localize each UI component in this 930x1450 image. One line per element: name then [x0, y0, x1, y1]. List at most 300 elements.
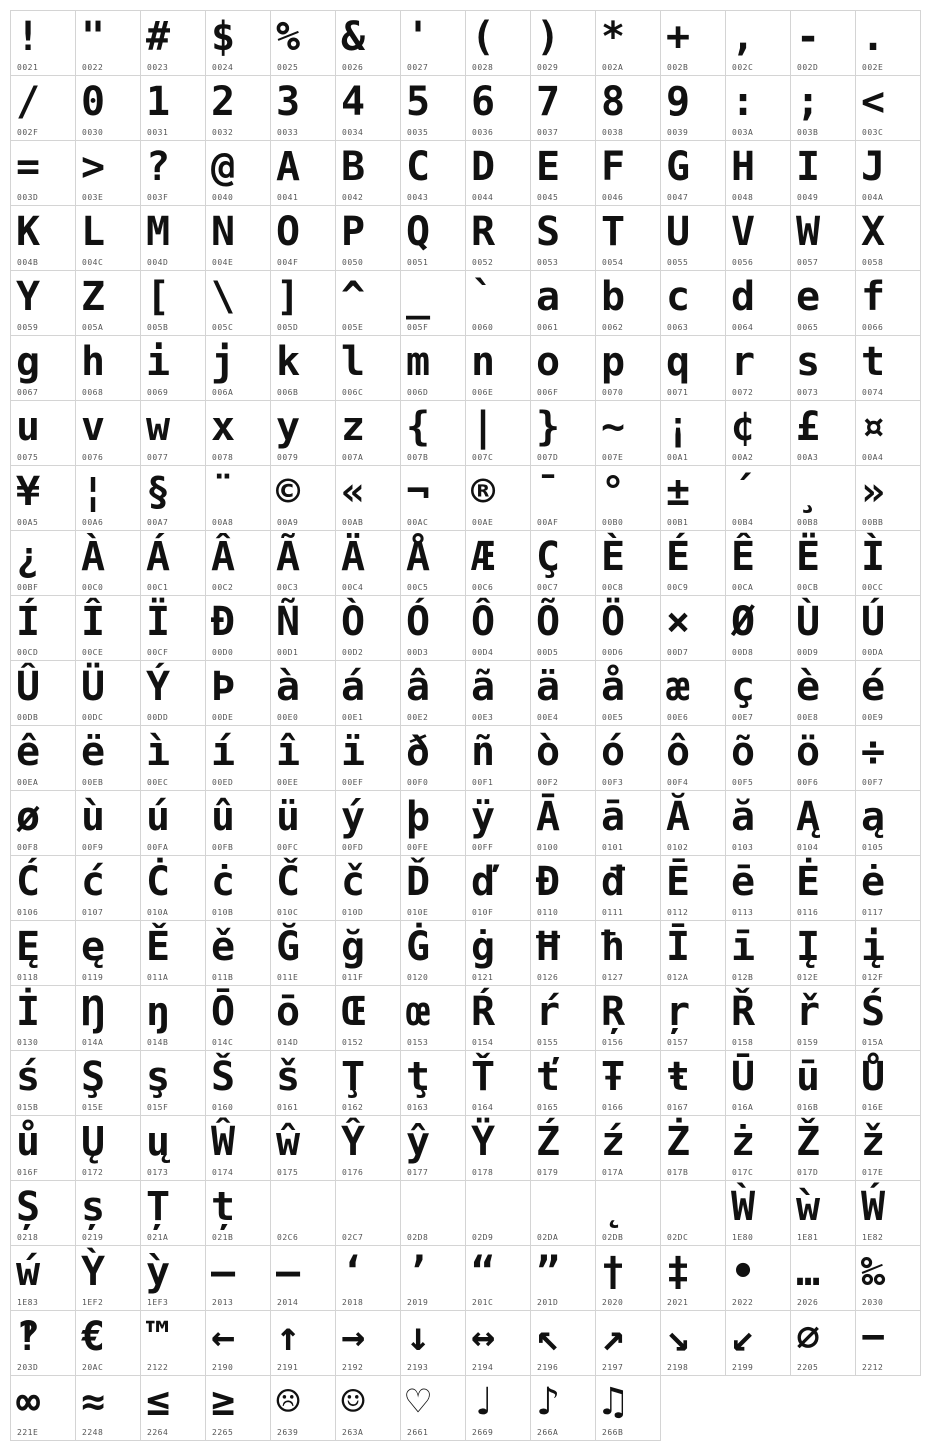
glyph-code: 1E82: [862, 1233, 884, 1242]
glyph-cell: [336, 141, 401, 206]
glyph-cell: [11, 466, 76, 531]
glyph-cell: [271, 596, 336, 661]
glyph-code: 2030: [862, 1298, 884, 1307]
glyph-cell: [856, 1181, 921, 1246]
glyph-code: 0051: [407, 258, 429, 267]
glyph-cell: [466, 986, 531, 1051]
glyph-char: ♫: [601, 1379, 626, 1425]
glyph-char: Ŗ: [601, 989, 626, 1035]
glyph-code: 00C5: [407, 583, 429, 592]
glyph-char: Ħ: [536, 924, 561, 970]
glyph-cell: [466, 206, 531, 271]
glyph-code: 00C1: [147, 583, 169, 592]
glyph-cell: [791, 921, 856, 986]
glyph-char: à: [276, 664, 301, 710]
glyph-code: 0021: [17, 63, 39, 72]
glyph-cell: [11, 206, 76, 271]
glyph-cell: [856, 141, 921, 206]
glyph-cell: [856, 1051, 921, 1116]
glyph-cell: [76, 856, 141, 921]
glyph-char: Ŕ: [471, 989, 496, 1035]
glyph-code: 00AE: [472, 518, 494, 527]
glyph-char: Ý: [146, 664, 171, 710]
glyph-char: —: [276, 1249, 301, 1295]
glyph-cell: [726, 921, 791, 986]
glyph-char: Œ: [341, 989, 366, 1035]
glyph-cell: [531, 596, 596, 661]
glyph-cell: [466, 1376, 531, 1441]
glyph-cell: [726, 11, 791, 76]
glyph-char: ¯: [536, 469, 561, 515]
glyph-char: ¿: [16, 534, 41, 580]
glyph-cell: [726, 76, 791, 141]
glyph-cell: [141, 986, 206, 1051]
glyph-code: 00C0: [82, 583, 104, 592]
glyph-code: 2198: [667, 1363, 689, 1372]
glyph-cell: [466, 1311, 531, 1376]
glyph-cell: [141, 271, 206, 336]
glyph-cell: [596, 1376, 661, 1441]
glyph-code: 0112: [667, 908, 689, 917]
glyph-char: ŷ: [406, 1119, 431, 1165]
glyph-code: 0173: [147, 1168, 169, 1177]
glyph-code: 00AF: [537, 518, 559, 527]
glyph-char: ž: [861, 1119, 886, 1165]
glyph-code: 007C: [472, 453, 494, 462]
glyph-code: 2193: [407, 1363, 429, 1372]
glyph-char: ?: [146, 144, 171, 190]
glyph-char: ¨: [211, 469, 236, 515]
glyph-code: 266B: [602, 1428, 624, 1437]
glyph-cell: [141, 661, 206, 726]
glyph-code: 007B: [407, 453, 429, 462]
glyph-char: Y: [16, 274, 41, 320]
glyph-code: 0119: [82, 973, 104, 982]
glyph-cell: [336, 1246, 401, 1311]
glyph-cell: [271, 726, 336, 791]
glyph-char: ’: [406, 1249, 431, 1295]
glyph-char: V: [731, 209, 756, 255]
glyph-code: 0050: [342, 258, 364, 267]
glyph-cell: [336, 76, 401, 141]
glyph-cell: [206, 1181, 271, 1246]
glyph-code: 0107: [82, 908, 104, 917]
glyph-cell: [401, 1246, 466, 1311]
glyph-cell: [11, 1116, 76, 1181]
glyph-char: ì: [146, 729, 171, 775]
glyph-code: 00A5: [17, 518, 39, 527]
glyph-code: 0064: [732, 323, 754, 332]
glyph-char: ": [81, 14, 106, 60]
glyph-cell: [661, 466, 726, 531]
glyph-char: d: [731, 274, 756, 320]
glyph-cell: [271, 11, 336, 76]
glyph-cell: [791, 1116, 856, 1181]
glyph-code: 0056: [732, 258, 754, 267]
glyph-char: ‽: [16, 1314, 41, 1360]
glyph-char: ↙: [731, 1314, 756, 1360]
glyph-char: {: [406, 404, 431, 450]
glyph-char: X: [861, 209, 886, 255]
glyph-char: Ÿ: [471, 1119, 496, 1165]
glyph-code: 003B: [797, 128, 819, 137]
glyph-cell: [206, 661, 271, 726]
glyph-char: Ō: [211, 989, 236, 1035]
glyph-cell: [596, 1051, 661, 1116]
glyph-code: 00BF: [17, 583, 39, 592]
glyph-code: 015E: [82, 1103, 104, 1112]
glyph-code: 017D: [797, 1168, 819, 1177]
glyph-cell: [466, 791, 531, 856]
glyph-char: &: [341, 14, 366, 60]
glyph-cell: [76, 11, 141, 76]
glyph-char: ý: [341, 794, 366, 840]
glyph-code: 0157: [667, 1038, 689, 1047]
glyph-cell: [401, 401, 466, 466]
glyph-code: 010E: [407, 908, 429, 917]
glyph-code: 0070: [602, 388, 624, 397]
glyph-char: ï: [341, 729, 366, 775]
glyph-code: 00BB: [862, 518, 884, 527]
glyph-cell: [596, 336, 661, 401]
glyph-code: 00F9: [82, 843, 104, 852]
glyph-code: 0153: [407, 1038, 429, 1047]
glyph-cell: [76, 1116, 141, 1181]
glyph-code: 2669: [472, 1428, 494, 1437]
glyph-code: 011F: [342, 973, 364, 982]
glyph-cell: [336, 466, 401, 531]
glyph-code: 00CC: [862, 583, 884, 592]
glyph-char: ō: [276, 989, 301, 1035]
glyph-char: ´: [731, 469, 756, 515]
glyph-char: ê: [16, 729, 41, 775]
glyph-cell: [791, 1246, 856, 1311]
glyph-char: ∞: [16, 1379, 41, 1425]
glyph-code: 00E2: [407, 713, 429, 722]
glyph-code: 2021: [667, 1298, 689, 1307]
glyph-char: ü: [276, 794, 301, 840]
glyph-code: 2122: [147, 1363, 169, 1372]
glyph-code: 011B: [212, 973, 234, 982]
glyph-cell: [661, 531, 726, 596]
glyph-code: 004D: [147, 258, 169, 267]
glyph-code: 0160: [212, 1103, 234, 1112]
glyph-char: “: [471, 1249, 496, 1295]
glyph-char: 3: [276, 79, 301, 125]
glyph-code: 002E: [862, 63, 884, 72]
glyph-char: Û: [16, 664, 41, 710]
glyph-code: 00E5: [602, 713, 624, 722]
glyph-code: 0074: [862, 388, 884, 397]
glyph-cell: [141, 466, 206, 531]
glyph-cell: [11, 661, 76, 726]
glyph-char: ų: [146, 1119, 171, 1165]
glyph-code: 0111: [602, 908, 624, 917]
glyph-char: ©: [276, 469, 301, 515]
glyph-cell: [401, 531, 466, 596]
glyph-code: 00E9: [862, 713, 884, 722]
glyph-char: \: [211, 274, 236, 320]
glyph-char: Í: [16, 599, 41, 645]
glyph-cell: [336, 921, 401, 986]
glyph-code: 0044: [472, 193, 494, 202]
glyph-code: 00A2: [732, 453, 754, 462]
glyph-char: x: [211, 404, 236, 450]
glyph-cell: [141, 1376, 206, 1441]
glyph-char: Þ: [211, 664, 236, 710]
glyph-code: 0023: [147, 63, 169, 72]
glyph-char: q: [666, 339, 691, 385]
glyph-code: 016A: [732, 1103, 754, 1112]
glyph-code: 0065: [797, 323, 819, 332]
glyph-char: Q: [406, 209, 431, 255]
glyph-cell: [661, 1311, 726, 1376]
glyph-cell: [596, 1311, 661, 1376]
glyph-cell: [11, 921, 76, 986]
glyph-char: n: [471, 339, 496, 385]
glyph-cell: [596, 206, 661, 271]
glyph-code: 004B: [17, 258, 39, 267]
glyph-cell: [791, 986, 856, 1051]
glyph-cell: [206, 76, 271, 141]
glyph-char: 2: [211, 79, 236, 125]
glyph-char: w: [146, 404, 171, 450]
glyph-cell: [726, 1051, 791, 1116]
glyph-char: A: [276, 144, 301, 190]
glyph-char: –: [211, 1249, 236, 1295]
glyph-code: 0218: [17, 1233, 39, 1242]
glyph-cell: [531, 986, 596, 1051]
glyph-cell: [726, 726, 791, 791]
glyph-char: $: [211, 14, 236, 60]
glyph-cell: [596, 271, 661, 336]
glyph-char: Ă: [666, 794, 691, 840]
glyph-char: B: [341, 144, 366, 190]
glyph-cell: [336, 401, 401, 466]
glyph-cell: [336, 11, 401, 76]
glyph-code: 00E3: [472, 713, 494, 722]
glyph-char: 6: [471, 79, 496, 125]
glyph-code: 02DB: [602, 1233, 624, 1242]
glyph-cell: [401, 271, 466, 336]
glyph-cell: [336, 661, 401, 726]
glyph-code: 005F: [407, 323, 429, 332]
glyph-cell: [11, 401, 76, 466]
glyph-char: œ: [406, 989, 431, 1035]
glyph-cell: [141, 11, 206, 76]
glyph-code: 0031: [147, 128, 169, 137]
glyph-code: 0159: [797, 1038, 819, 1047]
glyph-code: 00D5: [537, 648, 559, 657]
glyph-char: Ü: [81, 664, 106, 710]
glyph-char: >: [81, 144, 106, 190]
glyph-cell: [76, 791, 141, 856]
glyph-char: M: [146, 209, 171, 255]
glyph-char: ♡: [406, 1379, 431, 1425]
glyph-char: ș: [81, 1184, 106, 1230]
glyph-code: 00FB: [212, 843, 234, 852]
glyph-char: D: [471, 144, 496, 190]
glyph-code: 02D8: [407, 1233, 429, 1242]
glyph-char: ×: [666, 599, 691, 645]
glyph-cell: [336, 791, 401, 856]
glyph-char: Ò: [341, 599, 366, 645]
glyph-char: ç: [731, 664, 756, 710]
glyph-char: ä: [536, 664, 561, 710]
glyph-code: 0164: [472, 1103, 494, 1112]
glyph-code: 014D: [277, 1038, 299, 1047]
glyph-cell: [401, 921, 466, 986]
glyph-cell: [271, 791, 336, 856]
glyph-code: 005C: [212, 323, 234, 332]
glyph-char: !: [16, 14, 41, 60]
glyph-cell: [11, 336, 76, 401]
glyph-cell: [76, 1376, 141, 1441]
glyph-cell: [791, 531, 856, 596]
glyph-cell: [596, 141, 661, 206]
glyph-cell: [661, 11, 726, 76]
glyph-code: 0104: [797, 843, 819, 852]
glyph-code: 006F: [537, 388, 559, 397]
glyph-char: Ì: [861, 534, 886, 580]
glyph-cell: [466, 271, 531, 336]
glyph-char: È: [601, 534, 626, 580]
glyph-code: 0063: [667, 323, 689, 332]
glyph-cell: [856, 76, 921, 141]
glyph-char: ř: [796, 989, 821, 1035]
glyph-cell: [11, 1051, 76, 1116]
glyph-code: 00D2: [342, 648, 364, 657]
glyph-char: [276, 1181, 334, 1233]
glyph-code: 002B: [667, 63, 689, 72]
glyph-grid: [10, 10, 921, 1441]
glyph-cell: [206, 921, 271, 986]
glyph-char: Ŋ: [81, 989, 106, 1035]
glyph-char: ū: [796, 1054, 821, 1100]
glyph-code: 005D: [277, 323, 299, 332]
glyph-char: f: [861, 274, 886, 320]
glyph-code: 00DA: [862, 648, 884, 657]
glyph-code: 0034: [342, 128, 364, 137]
glyph-char: Ó: [406, 599, 431, 645]
glyph-char: ♩: [471, 1379, 496, 1425]
glyph-cell: [401, 986, 466, 1051]
glyph-code: 0054: [602, 258, 624, 267]
glyph-cell: [466, 596, 531, 661]
glyph-char: â: [406, 664, 431, 710]
glyph-char: õ: [731, 729, 756, 775]
glyph-cell: [336, 271, 401, 336]
glyph-char: À: [81, 534, 106, 580]
glyph-char: š: [276, 1054, 301, 1100]
glyph-cell: [661, 336, 726, 401]
glyph-char: Ů: [861, 1054, 886, 1100]
glyph-code: 0162: [342, 1103, 364, 1112]
glyph-char: ů: [16, 1119, 41, 1165]
glyph-code: 0024: [212, 63, 234, 72]
glyph-char: …: [796, 1249, 821, 1295]
glyph-cell: [271, 856, 336, 921]
glyph-cell: [466, 11, 531, 76]
glyph-code: 00F2: [537, 778, 559, 787]
glyph-char: u: [16, 404, 41, 450]
glyph-char: ę: [81, 924, 106, 970]
glyph-cell: [726, 141, 791, 206]
glyph-char: [: [146, 274, 171, 320]
glyph-cell: [856, 11, 921, 76]
glyph-char: t: [861, 339, 886, 385]
glyph-code: 0176: [342, 1168, 364, 1177]
glyph-code: 0166: [602, 1103, 624, 1112]
glyph-code: 017C: [732, 1168, 754, 1177]
glyph-code: 02DA: [537, 1233, 559, 1242]
glyph-cell: [336, 1376, 401, 1441]
glyph-code: 0078: [212, 453, 234, 462]
glyph-cell: [76, 1311, 141, 1376]
glyph-code: 00A7: [147, 518, 169, 527]
glyph-char: Á: [146, 534, 171, 580]
glyph-code: 00B0: [602, 518, 624, 527]
glyph-code: 017B: [667, 1168, 689, 1177]
glyph-code: 014C: [212, 1038, 234, 1047]
glyph-cell: [726, 206, 791, 271]
glyph-char: Ę: [16, 924, 41, 970]
glyph-code: 02D9: [472, 1233, 494, 1242]
glyph-cell: [856, 401, 921, 466]
glyph-code: 0047: [667, 193, 689, 202]
glyph-code: 0152: [342, 1038, 364, 1047]
glyph-cell: [596, 661, 661, 726]
glyph-code: 0116: [797, 908, 819, 917]
glyph-cell: [336, 531, 401, 596]
glyph-code: 2014: [277, 1298, 299, 1307]
glyph-code: 00D1: [277, 648, 299, 657]
glyph-code: 00CF: [147, 648, 169, 657]
glyph-code: 004E: [212, 258, 234, 267]
glyph-char: I: [796, 144, 821, 190]
glyph-code: 266A: [537, 1428, 559, 1437]
glyph-code: 0130: [17, 1038, 39, 1047]
glyph-code: 0075: [17, 453, 39, 462]
glyph-code: 0177: [407, 1168, 429, 1177]
glyph-char: İ: [16, 989, 41, 1035]
glyph-char: Ě: [146, 924, 171, 970]
glyph-code: 0068: [82, 388, 104, 397]
glyph-char: ¸: [796, 469, 821, 515]
glyph-cell: [271, 531, 336, 596]
glyph-char: Ț: [146, 1184, 171, 1230]
glyph-cell: [206, 11, 271, 76]
glyph-cell: [141, 1116, 206, 1181]
glyph-cell: [531, 1246, 596, 1311]
glyph-cell: [531, 401, 596, 466]
glyph-code: 0035: [407, 128, 429, 137]
glyph-cell: [791, 206, 856, 271]
glyph-code: 2205: [797, 1363, 819, 1372]
glyph-cell: [531, 1116, 596, 1181]
glyph-code: 00F3: [602, 778, 624, 787]
glyph-char: `: [471, 274, 496, 320]
glyph-cell: [336, 206, 401, 271]
glyph-char: ċ: [211, 859, 236, 905]
glyph-char: ð: [406, 729, 431, 775]
glyph-cell: [856, 596, 921, 661]
glyph-cell: [596, 1181, 661, 1246]
glyph-cell: [336, 986, 401, 1051]
glyph-code: 0103: [732, 843, 754, 852]
glyph-char: =: [16, 144, 41, 190]
glyph-code: 0067: [17, 388, 39, 397]
